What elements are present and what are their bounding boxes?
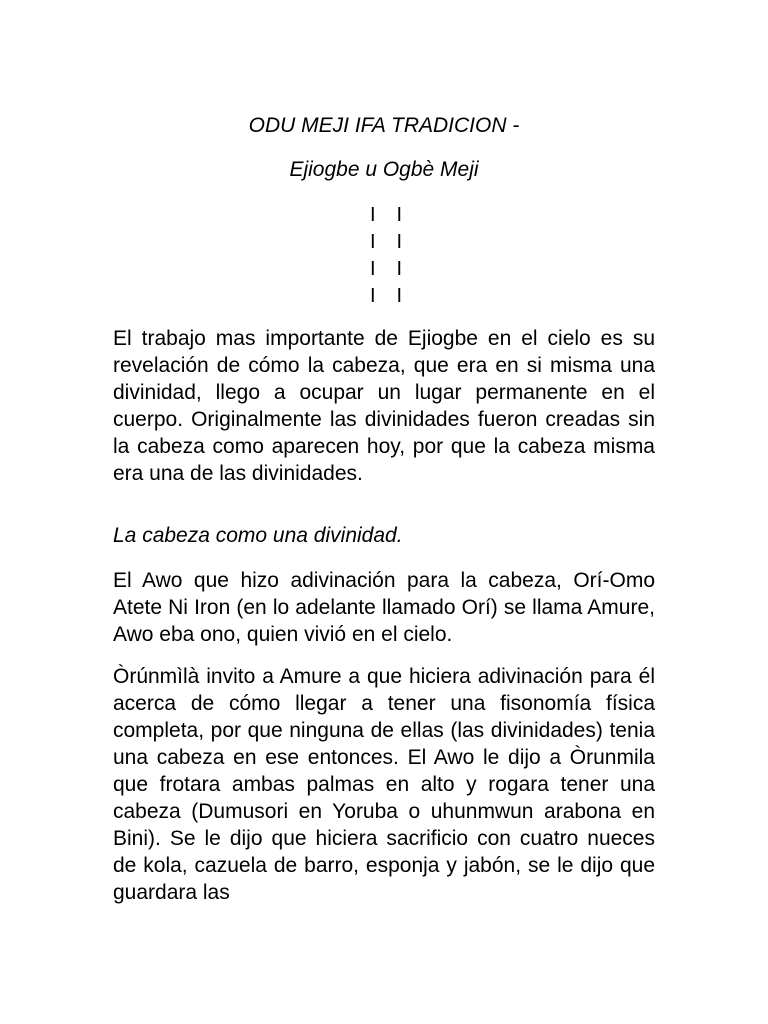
odu-mark-row (364, 256, 408, 283)
body-paragraph: Òrúnmìlà invito a Amure a que hiciera adivinación para él acerca de cómo llegar a tener una fisonomía física completa, por que ninguna de ellas (las divinidades) tenia una cabeza en ese entonces. El Awo le dijo a Òrunmila que frotara ambas palmas en alto y rogara tener una cabeza (Dumusori en Yoruba o uhunmwun arabona en Bini). Se le dijo que hiciera sacrificio con cuatro nueces de kola, cazuela de barro, esponja y jabón, se le dijo que guardara las (113, 665, 655, 904)
odu-mark: I (396, 231, 402, 253)
intro-paragraph: El trabajo mas importante de Ejiogbe en el cielo es su revelación de cómo la cabeza, que era en si misma una divinidad, llego a ocupar un lugar permanente en el cuerpo. Originalmente las divinidades fueron creadas sin la cabeza como aparecen hoy, por que la cabeza misma era una de las divinidades. (113, 327, 655, 485)
odu-mark: I (370, 204, 376, 226)
odu-mark: I (396, 258, 402, 280)
odu-mark: I (396, 204, 402, 226)
document-title: ODU MEJI IFA TRADICION - (248, 114, 520, 137)
odu-mark: I (396, 285, 402, 307)
odu-mark-row (364, 202, 408, 229)
document-subtitle: Ejiogbe u Ogbè Meji (289, 158, 479, 181)
odu-mark: I (370, 231, 376, 253)
body-paragraph: El Awo que hizo adivinación para la cabeza, Orí-Omo Atete Ni Iron (en lo adelante llamado Orí) se llama Amure, Awo eba ono, quien vivió en el cielo. (113, 569, 655, 646)
odu-marks (364, 202, 408, 310)
odu-mark: I (370, 258, 376, 280)
odu-mark-row (364, 229, 408, 256)
odu-mark: I (370, 285, 376, 307)
odu-mark-row (364, 283, 408, 310)
section-heading: La cabeza como una divinidad. (113, 524, 403, 547)
